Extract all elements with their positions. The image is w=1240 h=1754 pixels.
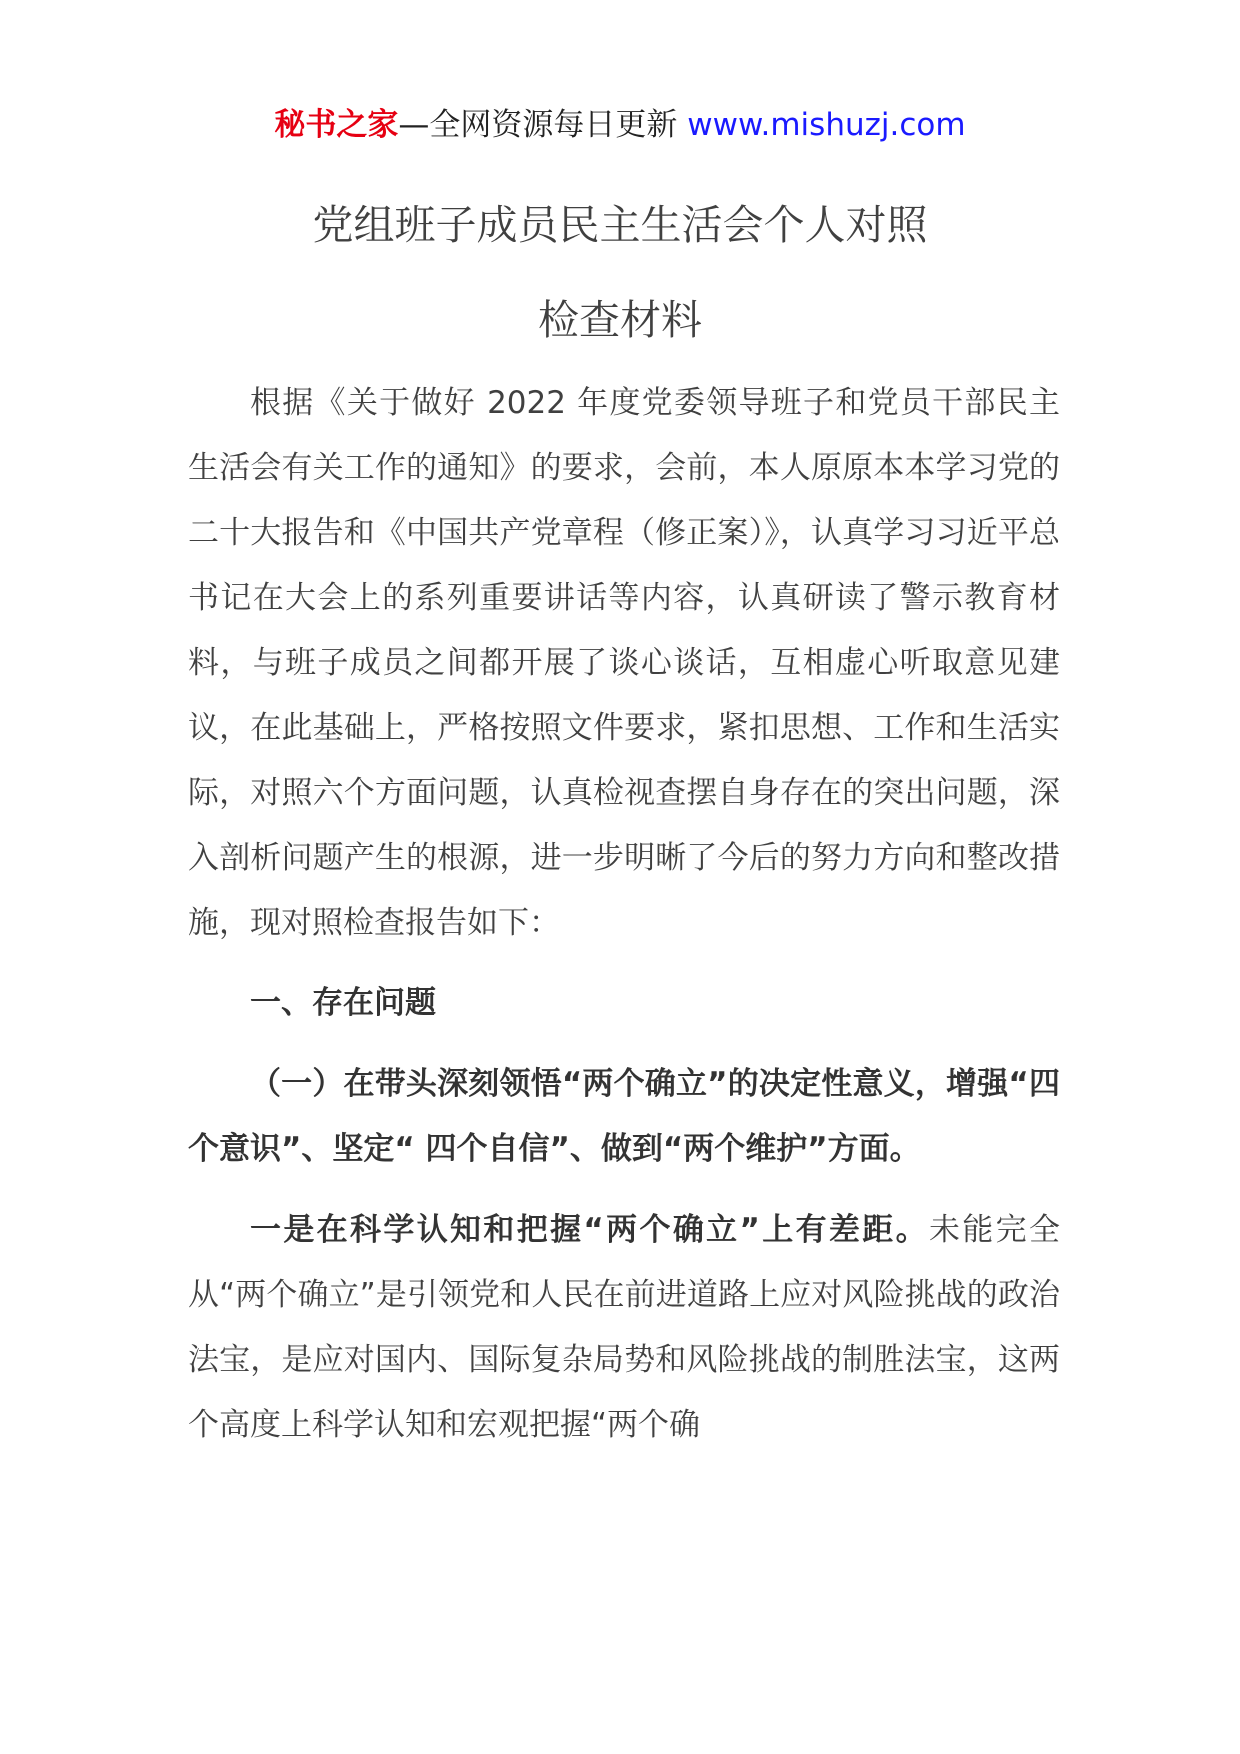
document-body <box>188 371 1060 1458</box>
point-paragraph <box>188 1198 1060 1458</box>
point-text: 未能完全从“两个确立”是引领党和人民在前进道路上应对风险挑战的政治法宝，是应对国内、国际复杂局势和风险挑战的制胜法宝，这两个高度上科学认知和宏观把握“两个确 <box>188 1212 1060 1443</box>
intro-paragraph: 根据《关于做好 2022 年度党委领导班子和党员干部民主生活会有关工作的通知》的要求，会前，本人原原本本学习党的二十大报告和《中国共产党章程（修正案）》，认真学习习近平总书记在大会上的系列重要讲话等内容，认真研读了警示教育材料，与班子成员之间都开展了谈心谈话，互相虚心听取意见建议，在此基础上，严格按照文件要求，紧扣思想、工作和生活实际，对照六个方面问题，认真检视查摆自身存在的突出问题，深入剖析问题产生的根源，进一步明晰了今后的努力方向和整改措施，现对照检查报告如下： <box>188 385 1060 941</box>
document-title-line2: 检查材料 <box>538 296 702 344</box>
subsection-heading: （一）在带头深刻领悟“两个确立”的决定性意义，增强“四个意识”、坚定“ 四个自信”、做到“两个维护”方面。 <box>188 1066 1060 1167</box>
section-heading: 一、存在问题 <box>250 985 436 1021</box>
document-title-line1: 党组班子成员民主生活会个人对照 <box>312 201 928 249</box>
header-tagline: —全网资源每日更新 <box>398 107 678 143</box>
site-url-link[interactable]: www.mishuzj.com <box>687 107 966 143</box>
brand-name: 秘书之家 <box>274 107 399 143</box>
point-lead: 一是在科学认知和把握“两个确立”上有差距。 <box>250 1212 929 1248</box>
site-header <box>0 100 1240 150</box>
